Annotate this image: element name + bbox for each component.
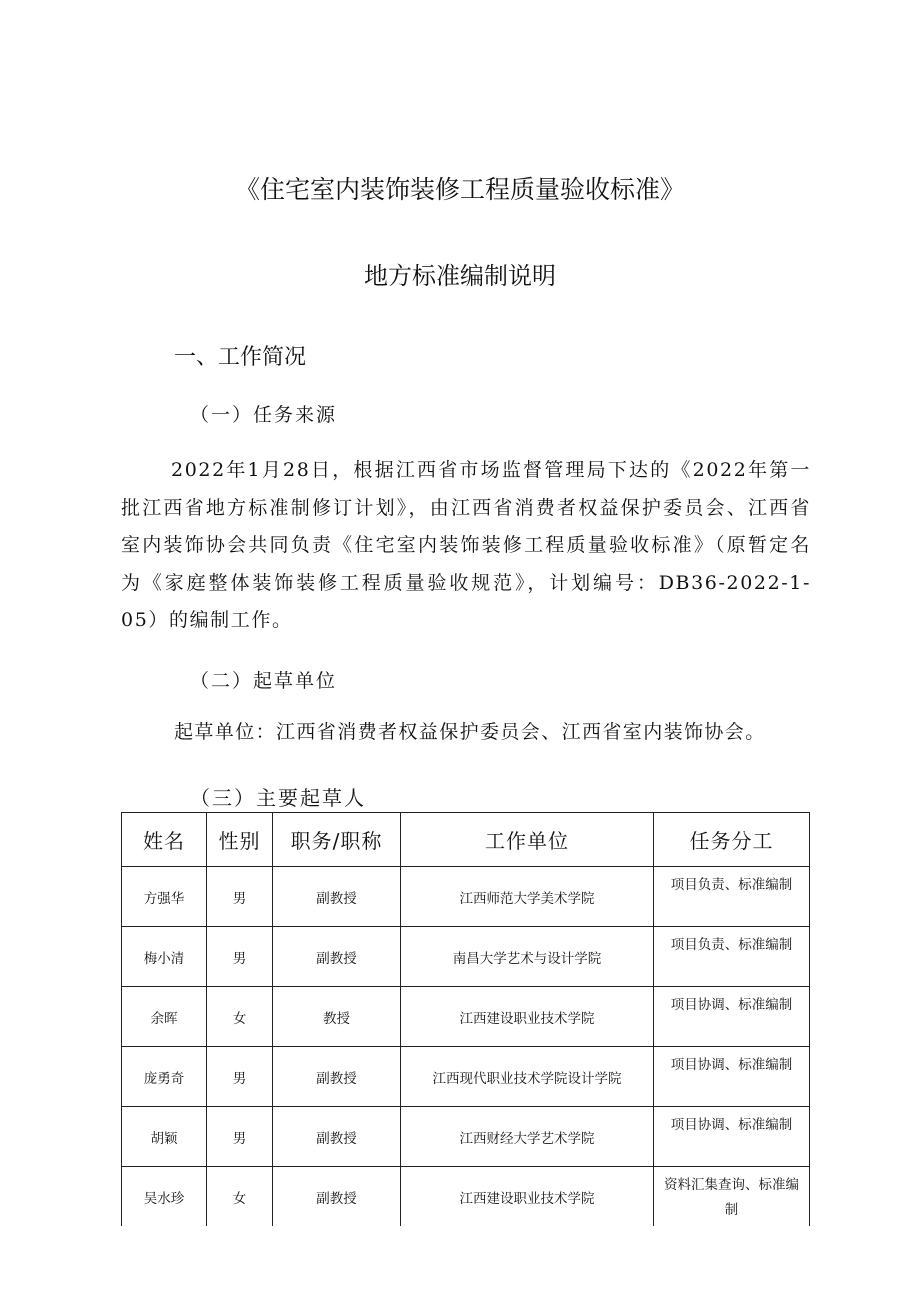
- cell-workplace: 江西建设职业技术学院: [401, 987, 654, 1047]
- subsection-heading-task-source: （一）任务来源: [190, 404, 338, 426]
- cell-title: 副教授: [273, 927, 401, 987]
- subsection-heading-main-drafters: （三）主要起草人: [190, 786, 366, 810]
- cell-title: 副教授: [273, 1047, 401, 1107]
- cell-title: 副教授: [273, 1167, 401, 1227]
- drafters-table: [121, 812, 810, 1226]
- subsection-heading-drafting-units: （二）起草单位: [190, 670, 338, 692]
- cell-task: 项目协调、标准编制: [654, 1047, 810, 1107]
- table-row: [122, 987, 810, 1047]
- cell-gender: 女: [207, 1167, 273, 1227]
- document-subtitle: 地方标准编制说明: [364, 262, 556, 290]
- header-title: 职务/职称: [273, 813, 401, 867]
- paragraph-drafting-units: 起草单位：江西省消费者权益保护委员会、江西省室内装饰协会。: [174, 721, 766, 743]
- table-row: [122, 1107, 810, 1167]
- cell-name: 梅小清: [122, 927, 207, 987]
- section-heading-work-overview: 一、工作简况: [174, 345, 307, 370]
- cell-workplace: 江西师范大学美术学院: [401, 867, 654, 927]
- cell-gender: 男: [207, 927, 273, 987]
- cell-gender: 女: [207, 987, 273, 1047]
- cell-name: 方强华: [122, 867, 207, 927]
- paragraph-task-source: [121, 452, 811, 640]
- cell-gender: 男: [207, 1107, 273, 1167]
- document-title: 《住宅室内装饰装修工程质量验收标准》: [234, 175, 685, 204]
- cell-name: 胡颖: [122, 1107, 207, 1167]
- table-row: [122, 927, 810, 987]
- cell-name: 余晖: [122, 987, 207, 1047]
- cell-gender: 男: [207, 867, 273, 927]
- table-row: [122, 867, 810, 927]
- cell-title: 副教授: [273, 1107, 401, 1167]
- header-gender: 性别: [207, 813, 273, 867]
- cell-workplace: 南昌大学艺术与设计学院: [401, 927, 654, 987]
- cell-name: 吴水珍: [122, 1167, 207, 1227]
- cell-workplace: 江西现代职业技术学院设计学院: [401, 1047, 654, 1107]
- header-name: 姓名: [122, 813, 207, 867]
- header-workplace: 工作单位: [401, 813, 654, 867]
- cell-task: 项目负责、标准编制: [654, 867, 810, 927]
- cell-task: 项目负责、标准编制: [654, 927, 810, 987]
- table-row: [122, 1047, 810, 1107]
- cell-task: 项目协调、标准编制: [654, 1107, 810, 1167]
- paragraph-task-source-text: 2022年1月28日，根据江西省市场监督管理局下达的《2022年第一批江西省地方标准制修订计划》，由江西省消费者权益保护委员会、江西省室内装饰协会共同负责《住宅室内装饰装修工程质量验收标准》（原暂定名为《家庭整体装饰装修工程质量验收规范》，计划编号：DB36-2022-1-05）的编制工作。: [121, 459, 811, 631]
- table-row: [122, 1167, 810, 1227]
- header-task: 任务分工: [654, 813, 810, 867]
- cell-workplace: 江西财经大学艺术学院: [401, 1107, 654, 1167]
- cell-task: 项目协调、标准编制: [654, 987, 810, 1047]
- table-header-row: [122, 813, 810, 867]
- cell-name: 庞勇奇: [122, 1047, 207, 1107]
- cell-task: 资料汇集查询、标准编制: [654, 1167, 810, 1227]
- cell-title: 副教授: [273, 867, 401, 927]
- cell-gender: 男: [207, 1047, 273, 1107]
- cell-title: 教授: [273, 987, 401, 1047]
- cell-workplace: 江西建设职业技术学院: [401, 1167, 654, 1227]
